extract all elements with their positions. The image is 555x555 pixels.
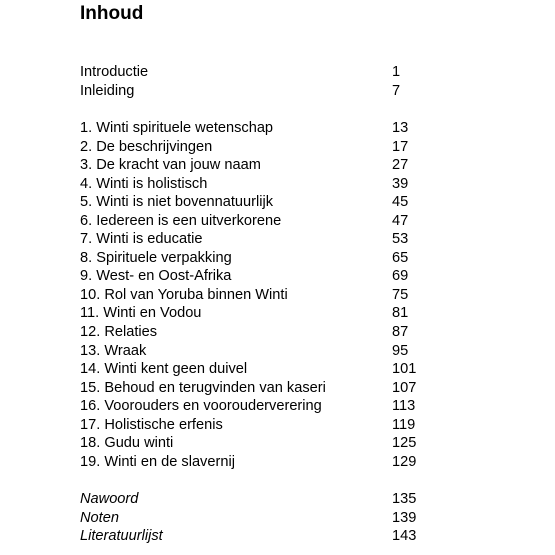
toc-entry-title: 16. Voorouders en voorouderverering bbox=[80, 398, 322, 415]
toc-entry-page-number: 1 bbox=[392, 64, 401, 80]
toc-entry-title: Noten bbox=[80, 509, 119, 526]
toc-entry-title: 9. West- en Oost-Afrika bbox=[80, 268, 232, 285]
toc-entry bbox=[80, 82, 420, 101]
toc-entry bbox=[80, 416, 420, 435]
toc-entry bbox=[80, 360, 420, 379]
toc-entry bbox=[80, 249, 420, 268]
toc-entry bbox=[80, 286, 420, 305]
toc-entry bbox=[80, 323, 420, 342]
page-title: Inhoud bbox=[80, 3, 144, 24]
toc-entry-page-number: 129 bbox=[392, 453, 417, 470]
toc-entry bbox=[80, 212, 420, 231]
toc-entry bbox=[80, 397, 420, 416]
toc-entry-title: 5. Winti is niet bovennatuurlijk bbox=[80, 194, 274, 211]
toc-entry-page-number: 81 bbox=[392, 305, 409, 322]
toc-entry-page-number: 125 bbox=[392, 435, 417, 452]
toc-entry-page-number: 143 bbox=[392, 528, 417, 545]
toc-entry bbox=[80, 453, 420, 472]
toc-entry-page-number: 75 bbox=[392, 286, 409, 303]
toc-entry-page-number: 101 bbox=[392, 361, 417, 378]
toc-entry-title: 10. Rol van Yoruba binnen Winti bbox=[80, 286, 288, 303]
toc-entry bbox=[80, 156, 420, 175]
toc-entry-title: 19. Winti en de slavernij bbox=[80, 453, 235, 470]
toc-entry-page-number: 27 bbox=[392, 157, 409, 174]
toc-entry bbox=[80, 193, 420, 212]
toc-entry-title: 2. De beschrijvingen bbox=[80, 138, 213, 155]
toc-entry bbox=[80, 230, 420, 249]
toc-entry bbox=[80, 379, 420, 398]
toc-entry-page-number: 107 bbox=[392, 379, 417, 396]
toc-entry bbox=[80, 267, 420, 286]
toc-entry bbox=[80, 175, 420, 194]
toc-entry-title: Introductie bbox=[80, 64, 149, 80]
toc-entry-page-number: 65 bbox=[392, 249, 409, 266]
toc-entry-title: 8. Spirituele verpakking bbox=[80, 249, 232, 266]
toc-entry bbox=[80, 490, 420, 509]
toc-entry bbox=[80, 342, 420, 361]
toc-entry-page-number: 7 bbox=[392, 82, 401, 99]
toc-entry-page-number: 135 bbox=[392, 491, 417, 507]
toc-entry-title: 4. Winti is holistisch bbox=[80, 175, 208, 192]
toc-entry bbox=[80, 509, 420, 528]
toc-entry bbox=[80, 63, 420, 82]
toc-entry-page-number: 13 bbox=[392, 120, 409, 136]
toc-entry-title: Nawoord bbox=[80, 491, 139, 507]
toc-entry bbox=[80, 138, 420, 157]
toc-entry-title: Inleiding bbox=[80, 82, 135, 99]
toc-entry bbox=[80, 434, 420, 453]
toc-chapters bbox=[80, 119, 420, 471]
toc-entry-page-number: 69 bbox=[392, 268, 409, 285]
toc-entry-title: Literatuurlijst bbox=[80, 528, 163, 545]
toc-entry-page-number: 47 bbox=[392, 212, 409, 229]
toc-front-matter bbox=[80, 63, 420, 100]
toc-entry-title: 1. Winti spirituele wetenschap bbox=[80, 120, 274, 136]
toc-entry-title: 15. Behoud en terugvinden van kaseri bbox=[80, 379, 326, 396]
toc-entry-title: 3. De kracht van jouw naam bbox=[80, 157, 261, 174]
toc-entry-title: 6. Iedereen is een uitverkorene bbox=[80, 212, 282, 229]
toc-entry-title: 12. Relaties bbox=[80, 324, 158, 341]
toc-entry-page-number: 17 bbox=[392, 138, 409, 155]
toc-entry-title: 11. Winti en Vodou bbox=[80, 305, 202, 322]
toc-entry-title: 18. Gudu winti bbox=[80, 435, 174, 452]
toc-entry-page-number: 39 bbox=[392, 175, 409, 192]
toc-entry-page-number: 53 bbox=[392, 231, 409, 248]
toc-entry-page-number: 87 bbox=[392, 324, 409, 341]
toc-entry bbox=[80, 304, 420, 323]
toc-entry-title: 17. Holistische erfenis bbox=[80, 416, 223, 433]
toc-entry-page-number: 113 bbox=[392, 398, 416, 415]
toc-back-matter bbox=[80, 490, 420, 546]
toc-entry-page-number: 95 bbox=[392, 342, 409, 359]
toc-entry-page-number: 45 bbox=[392, 194, 409, 211]
toc-entry-page-number: 139 bbox=[392, 509, 417, 526]
toc-entry-title: 14. Winti kent geen duivel bbox=[80, 361, 248, 378]
toc-entry-page-number: 119 bbox=[392, 416, 416, 433]
toc-entry bbox=[80, 527, 420, 546]
toc-entry-title: 13. Wraak bbox=[80, 342, 147, 359]
toc-entry bbox=[80, 119, 420, 138]
toc-entry-title: 7. Winti is educatie bbox=[80, 231, 203, 248]
